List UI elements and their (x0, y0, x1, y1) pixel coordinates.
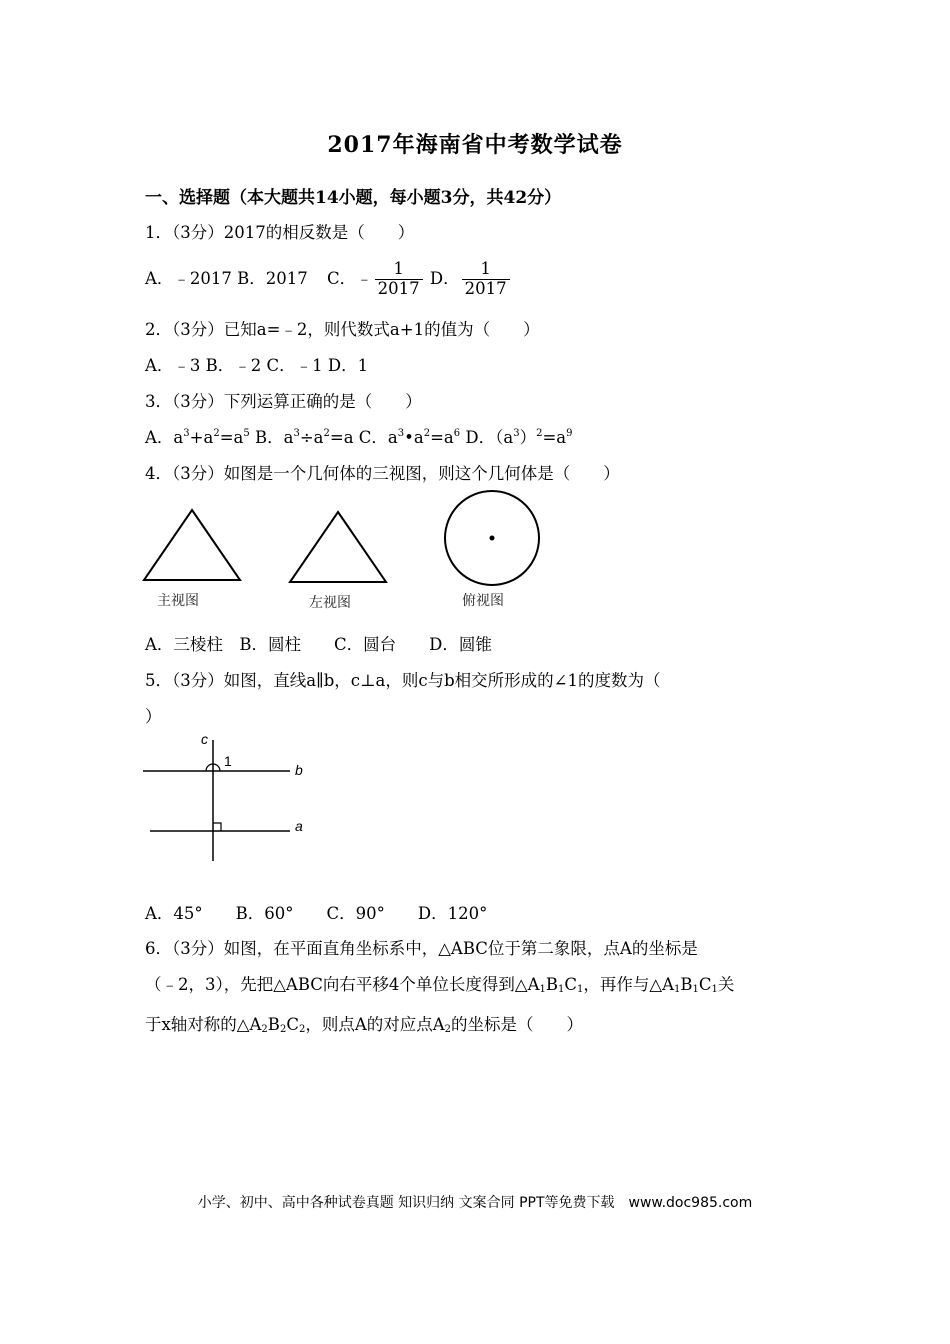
side-view-triangle (290, 512, 386, 582)
label-a: a (295, 818, 303, 834)
q5-options: A．45° B．60° C．90° D．120° (145, 904, 488, 923)
q6-line-2: （﹣2，3），先把△ABC向右平移4个单位长度得到$\triangle A_1B_1C_1$，再作与$\triangle A_1B_1C_1$关 (145, 975, 735, 995)
label-angle-1: 1 (224, 753, 232, 769)
top-view-center-dot (490, 536, 495, 541)
q3-stem: 3．（3分）下列运算正确的是（ ） (145, 392, 422, 411)
front-view-triangle (144, 510, 240, 580)
q1-option-d-prefix: D． (429, 268, 460, 288)
q2-options: A．﹣3 B．﹣2 C．﹣1 D．1 (145, 356, 369, 375)
q1-stem: 1．（3分）2017的相反数是（ ） (145, 223, 415, 242)
q1-option-d-fraction (462, 260, 510, 299)
label-c: c (201, 731, 208, 747)
q4-stem: 4．（3分）如图是一个几何体的三视图，则这个几何体是（ ） (145, 464, 620, 483)
side-view-label: 左视图 (309, 595, 351, 611)
top-view-label: 俯视图 (462, 593, 504, 609)
section-heading: 一、选择题（本大题共14小题，每小题3分，共42分） (145, 188, 562, 208)
front-view-label: 主视图 (157, 593, 199, 609)
page-footer: 小学、初中、高中各种试卷真题 知识归纳 文案合同 PPT等免费下载 www.doc985.com (197, 1195, 753, 1211)
q2-stem: 2．（3分）已知a=﹣2，则代数式a+1的值为（ ） (145, 320, 540, 339)
q1-option-c-fraction (375, 260, 423, 299)
right-angle-mark (213, 823, 221, 831)
q1-option-a: A．﹣2017 (145, 268, 232, 288)
q4-options: A．三棱柱 B．圆柱 C．圆台 D．圆锥 (145, 635, 492, 654)
q3-options: A．$a^3+a^2=a^5$ B．$a^3\div a^2=a$ C．$a^3•a^2=a^6$ D．$(a^3)^2=a^9$ (145, 428, 573, 447)
q5-stem-continued: ） (145, 707, 162, 726)
fraction-numerator: 1 (462, 260, 510, 280)
q1-options (145, 260, 512, 299)
fraction-numerator: 1 (375, 260, 423, 280)
fraction-denominator: 2017 (464, 278, 507, 298)
parallel-lines-figure (140, 728, 320, 868)
q5-stem: 5．（3分）如图，直线a∥b，c⊥a，则c与b相交所形成的∠1的度数为（ (145, 671, 661, 690)
page-title: 2017年海南省中考数学试卷 (327, 132, 623, 158)
q6-line-3: 于x轴对称的$\triangle A_2B_2C_2$，则点A的对应点$A_2$的坐标是（ ） (145, 1015, 584, 1035)
q6-line-1: 6．（3分）如图，在平面直角坐标系中，△ABC位于第二象限，点A的坐标是 (145, 939, 698, 958)
label-b: b (295, 762, 303, 778)
q1-option-b: B．2017 (237, 268, 308, 288)
fraction-denominator: 2017 (377, 278, 420, 298)
three-views-figure (140, 490, 560, 590)
q1-option-c-prefix: C．﹣ (327, 268, 373, 288)
